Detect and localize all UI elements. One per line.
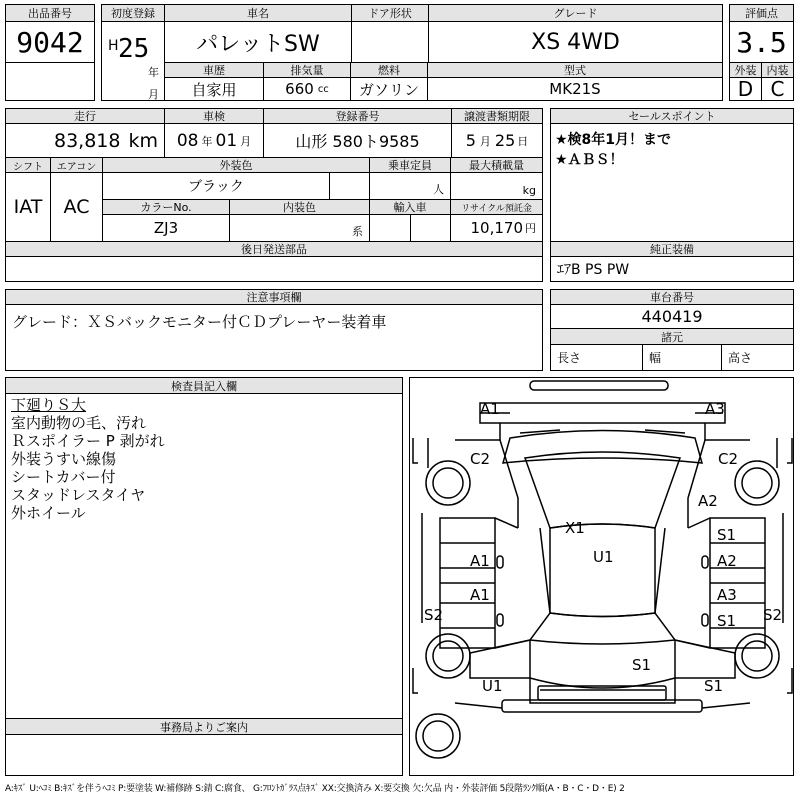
fuel-label: 燃料 <box>350 62 428 78</box>
model-code-label: 型式 <box>427 62 723 78</box>
notes-value: グレード：ＸＳバックモニター付ＣＤプレーヤー装着車 <box>5 304 543 371</box>
dimension-length: 長さ <box>550 344 643 371</box>
mark-a1-left-rear-door: A1 <box>470 586 490 604</box>
interior-color-label: 内装色 <box>229 199 370 215</box>
first-reg-label: 初度登録 <box>101 4 165 22</box>
lot-number: 9042 <box>5 21 95 63</box>
aircon-label: エアコン <box>50 157 103 173</box>
mark-a3-right-rear-door: A3 <box>717 586 737 604</box>
sales-point-1: ★検8年1月！まで <box>555 132 672 148</box>
score-label: 評価点 <box>729 4 794 22</box>
first-reg-year-unit: 年 <box>148 66 159 79</box>
inspector-note-7: 外ホイール <box>11 504 86 522</box>
recycle-label: リサイクル預託金 <box>450 199 543 215</box>
first-reg-year: 25 <box>118 34 150 64</box>
mark-c2-right: C2 <box>718 450 739 468</box>
inspector-note-3: Ｒスポイラー P 剥がれ <box>11 432 165 450</box>
displacement-value: 660 <box>285 80 314 98</box>
history-label: 車歴 <box>164 62 264 78</box>
history-value: 自家用 <box>164 77 264 101</box>
inspection-box <box>164 123 264 158</box>
mark-a1-front-left: A1 <box>480 400 500 418</box>
transfer-deadline-month: 5 <box>465 131 476 150</box>
recycle-value: 10,170 <box>470 219 523 237</box>
car-name-label: 車名 <box>164 4 352 22</box>
import-cell-2 <box>410 214 451 242</box>
chassis-label: 車台番号 <box>550 289 794 305</box>
chassis-value: 440419 <box>550 304 794 329</box>
mark-x1: X1 <box>565 519 585 537</box>
later-parts-value <box>5 256 543 282</box>
model-code-value: MK21S <box>427 77 723 101</box>
door-label: ドア形状 <box>351 4 429 22</box>
exterior-color-label: 外装色 <box>102 157 370 173</box>
shift-label: シフト <box>5 157 51 173</box>
transfer-deadline-day: 25 <box>494 131 516 150</box>
sales-points-label: セールスポイント <box>550 108 794 124</box>
equipment-value: ｴｱB PS PW <box>550 256 794 282</box>
first-reg-box <box>101 21 165 101</box>
office-value <box>5 734 403 776</box>
inspection-month: 01 <box>215 130 238 151</box>
inspection-month-unit: 月 <box>240 134 252 148</box>
inspector-note-2: 室内動物の毛、汚れ <box>11 414 147 432</box>
lot-label: 出品番号 <box>5 4 95 22</box>
transfer-deadline-label: 譲渡書類期限 <box>451 108 543 124</box>
score-value: 3.5 <box>729 21 794 63</box>
mark-s2-right: S2 <box>763 606 783 624</box>
first-reg-month-unit: 月 <box>148 88 159 101</box>
transfer-deadline-month-unit: 月 <box>479 134 491 148</box>
dimension-height: 高さ <box>721 344 794 371</box>
max-load-unit: kg <box>450 172 543 200</box>
notes-label: 注意事項欄 <box>5 289 543 305</box>
displacement-box <box>263 77 351 101</box>
mark-u1-center: U1 <box>593 548 614 566</box>
inspector-note-4: 外装うすい線傷 <box>11 450 117 468</box>
equipment-label: 純正装備 <box>550 241 794 257</box>
grade-value: XS 4WD <box>428 21 723 63</box>
recycle-unit: 円 <box>525 222 536 235</box>
mark-s1-rear: S1 <box>632 656 652 674</box>
mark-c2-left: C2 <box>470 450 491 468</box>
mark-a3-front-right: A3 <box>705 400 725 418</box>
mark-s1-rear-right: S1 <box>704 677 724 695</box>
dimensions-label: 諸元 <box>550 328 794 345</box>
interior-color-unit: 系 <box>229 214 370 242</box>
recycle-box <box>450 214 543 242</box>
mileage-box <box>5 123 165 158</box>
aircon-value: AC <box>50 172 103 242</box>
inspector-note-1: 下廻りＳ大 <box>11 396 87 414</box>
grade-label: グレード <box>428 4 723 22</box>
displacement-label: 排気量 <box>263 62 351 78</box>
displacement-unit: cc <box>317 83 329 95</box>
dimension-width: 幅 <box>642 344 722 371</box>
reg-number-value: 山形 580ト9585 <box>263 123 452 158</box>
inspector-label: 検査員記入欄 <box>5 377 403 394</box>
transfer-deadline-box <box>451 123 543 158</box>
inspector-note-5: シートカバー付 <box>11 468 116 486</box>
import-label: 輸入車 <box>369 199 451 215</box>
mileage-value: 83,818 <box>54 129 121 152</box>
color-no-value: ZJ3 <box>102 214 230 242</box>
mark-s1-right-door: S1 <box>717 526 737 544</box>
mileage-label: 走行 <box>5 108 165 124</box>
interior-grade-value: C <box>761 77 794 101</box>
fuel-value: ガソリン <box>350 77 428 101</box>
inspection-year: 08 <box>176 130 199 151</box>
exterior-grade-label: 外装 <box>729 62 762 78</box>
mark-u1-rear-left: U1 <box>482 677 503 695</box>
office-label: 事務局よりご案内 <box>5 718 403 735</box>
door-value <box>351 21 429 63</box>
exterior-color-blank <box>329 172 370 200</box>
inspector-note-6: スタッドレスタイヤ <box>11 486 146 504</box>
inspection-label: 車検 <box>164 108 264 124</box>
mark-s1-right-rear-door: S1 <box>717 612 737 630</box>
inspection-year-unit: 年 <box>201 134 213 148</box>
sales-point-2: ★ＡＢＳ！ <box>555 152 624 168</box>
exterior-grade-value: D <box>729 77 762 101</box>
lot-blank <box>5 62 95 101</box>
damage-diagram <box>409 377 794 776</box>
car-outline <box>410 378 794 776</box>
import-cell-1 <box>369 214 411 242</box>
color-no-label: カラーNo. <box>102 199 230 215</box>
transfer-deadline-day-unit: 日 <box>517 134 529 148</box>
first-reg-era: H <box>108 38 119 54</box>
inspector-notes <box>5 393 403 719</box>
mileage-unit: km <box>128 129 158 152</box>
max-load-label: 最大積載量 <box>450 157 543 173</box>
mark-a2-right-door: A2 <box>717 552 737 570</box>
shift-value: IAT <box>5 172 51 242</box>
car-name: パレットSW <box>164 21 352 63</box>
capacity-unit: 人 <box>369 172 451 200</box>
sales-points-box <box>550 123 794 242</box>
mark-a2-right-fender: A2 <box>698 492 718 510</box>
mark-a1-left-door: A1 <box>470 552 490 570</box>
exterior-color-value: ブラック <box>102 172 330 200</box>
later-parts-label: 後日発送部品 <box>5 241 543 257</box>
capacity-label: 乗車定員 <box>369 157 451 173</box>
legend: A:ｷｽﾞ U:ﾍｺﾐ B:ｷｽﾞを伴うﾍｺﾐ P:要塗装 W:補修跡 S:錆 C:腐食、 G:ﾌﾛﾝﾄｶﾞﾗｽ点ｷｽﾞ XX:交換済み X:要交換 欠:欠品 内・外装評価 5段階ﾗﾝｸ順(A・B・C・D・E) 2 <box>5 784 625 794</box>
mark-s2-left: S2 <box>424 606 444 624</box>
reg-number-label: 登録番号 <box>263 108 452 124</box>
interior-grade-label: 内装 <box>761 62 794 78</box>
